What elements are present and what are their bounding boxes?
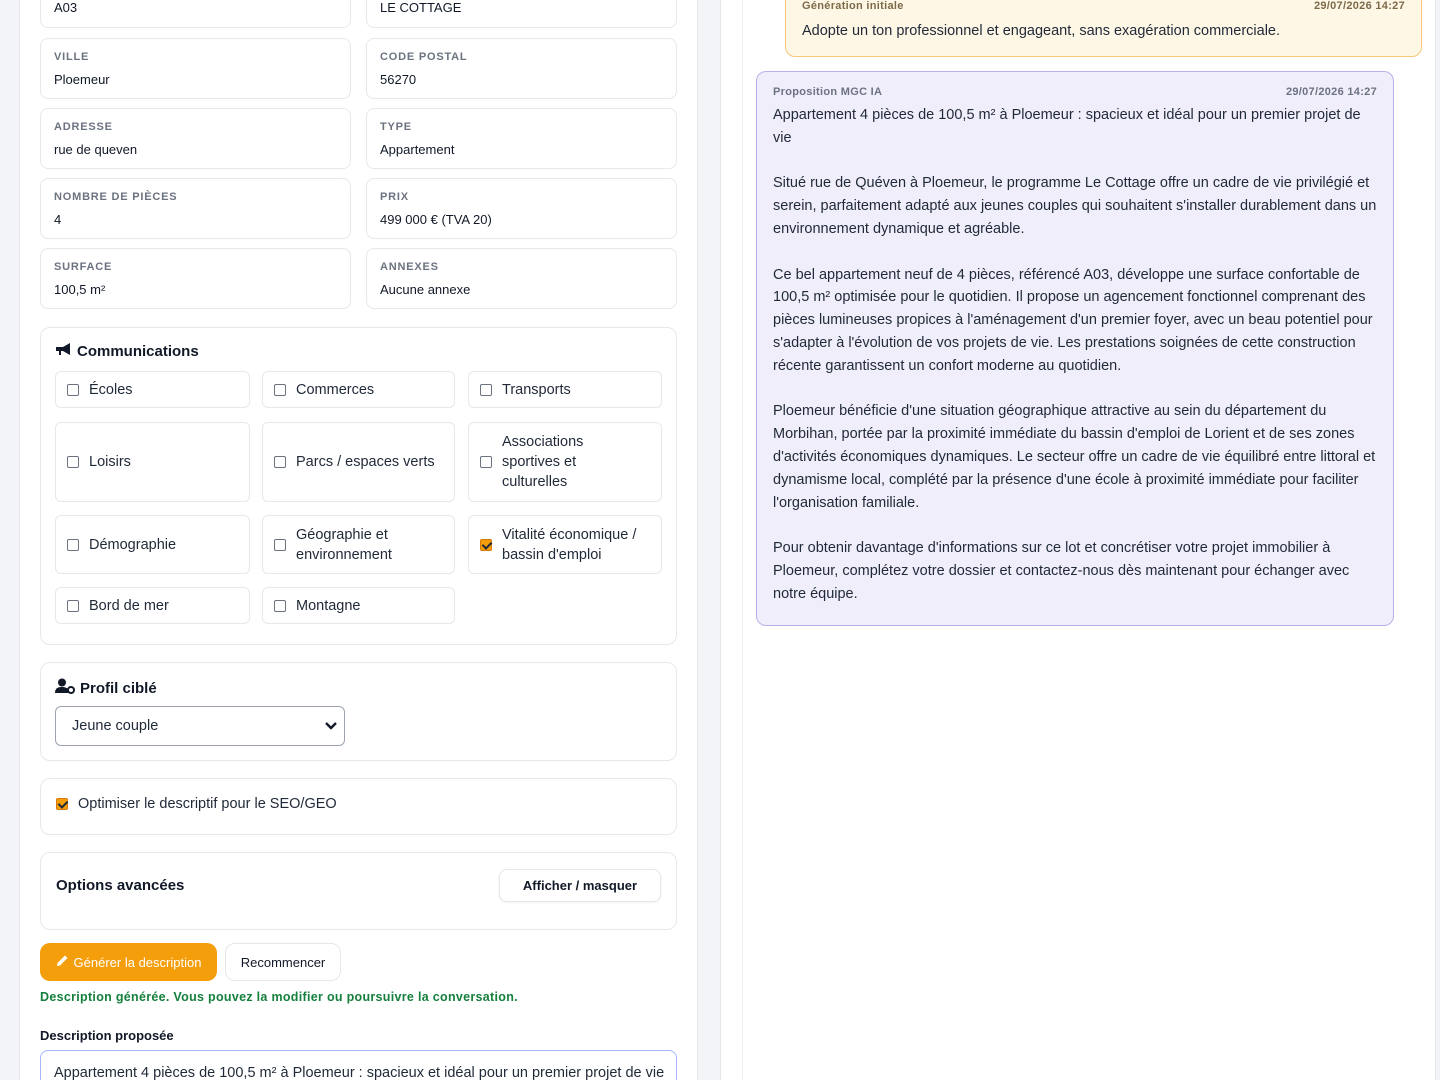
- ia-proposal-header: [773, 86, 1377, 98]
- initial-message-timestamp: 29/07/2026 14:27: [1313, 0, 1405, 12]
- communications-title-text: Communications: [77, 342, 199, 360]
- option-transports-label: Transports: [502, 381, 571, 398]
- option-associations-label: Associations sportives et culturelles: [502, 434, 584, 490]
- panel-divider: [742, 0, 743, 1080]
- annexes-value: Aucune annexe: [380, 282, 471, 297]
- type-label: TYPE: [380, 121, 412, 133]
- ia-proposal-paragraph: Ploemeur bénéficie d'une situation géographique attractive au sein du département du Morbihan, portée par la proximité immédiate du bassin d'emploi de Lorient et de ses zones d'activités économiques dynamiques. Le secteur offre un cadre de vie équilibré entre littoral et dynamisme local, complété par la présence d'une école à proximité immédiate pour faciliter l'organisation familiale.: [773, 403, 1376, 511]
- generate-button[interactable]: [40, 943, 217, 981]
- checkbox-parcs[interactable]: [274, 456, 286, 468]
- option-ecoles[interactable]: [55, 371, 250, 408]
- prix-value: 499 000 € (TVA 20): [380, 212, 492, 227]
- code-postal-field: [366, 38, 677, 99]
- generate-label: Générer la description: [73, 954, 202, 970]
- prix-field: [366, 178, 677, 239]
- ia-proposal-paragraph: Pour obtenir davantage d'informations sur ce lot et concrétiser votre projet immobilier à Ploemeur, complétez votre dossier et contactez-nous dès maintenant pour échanger avec notre équipe.: [773, 540, 1350, 602]
- checkbox-seo[interactable]: [56, 798, 68, 810]
- checkbox-transports[interactable]: [480, 384, 492, 396]
- option-vitalite[interactable]: [468, 515, 662, 574]
- user-gear-icon: [55, 678, 75, 698]
- ia-proposal-paragraph: Ce bel appartement neuf de 4 pièces, référencé A03, développe une surface confortable de 100,5 m² optimisée pour le quotidien. Il propose un agencement fonctionnel comprenant des pièces lumineuses propices à l'aménagement d'un premier foyer, avec un beau potentiel pour s'adapter à l'évolution de vos projets de vie. Les prestations soignées de cette construction récente garantissent un confort moderne au quotidien.: [773, 266, 1373, 374]
- ia-proposal-author: Proposition MGC IA: [773, 86, 883, 98]
- ia-proposal-paragraph: Situé rue de Quéven à Ploemeur, le programme Le Cottage offre un cadre de vie privilégié et serein, parfaitement adapté aux jeunes couples qui souhaitent s'installer durablement dans un environnement dynamique et agréable.: [773, 175, 1377, 237]
- pencil-icon: [56, 954, 69, 970]
- surface-field: [40, 248, 351, 309]
- ville-field: [40, 38, 351, 99]
- checkbox-demographie[interactable]: [67, 539, 79, 551]
- initial-message-bubble: [785, 0, 1422, 57]
- chevron-down-icon: [324, 720, 338, 736]
- annexes-label: ANNEXES: [380, 261, 439, 273]
- option-loisirs[interactable]: [55, 422, 250, 502]
- ia-proposal-bubble: [756, 71, 1394, 626]
- restart-button[interactable]: Recommencer: [225, 943, 341, 981]
- option-parcs-label: Parcs / espaces verts: [296, 454, 435, 470]
- checkbox-montagne[interactable]: [274, 600, 286, 612]
- surface-label: SURFACE: [54, 261, 113, 273]
- type-value: Appartement: [380, 142, 455, 157]
- profil-select-value: Jeune couple: [72, 718, 159, 734]
- checkbox-bord-de-mer[interactable]: [67, 600, 79, 612]
- ia-proposal-paragraph: Appartement 4 pièces de 100,5 m² à Ploemeur : spacieux et idéal pour un premier projet de vie: [773, 107, 1361, 146]
- checkbox-loisirs[interactable]: [67, 456, 79, 468]
- initial-message-text: Adopte un ton professionnel et engageant, sans exagération commerciale.: [802, 23, 1281, 39]
- profil-title-text: Profil ciblé: [80, 679, 157, 697]
- ville-label: VILLE: [54, 51, 90, 63]
- seo-label: Optimiser le descriptif pour le SEO/GEO: [78, 796, 337, 812]
- initial-message-author: Génération initiale: [802, 0, 904, 12]
- code-postal-value: 56270: [380, 72, 417, 87]
- proposed-description-textarea[interactable]: Appartement 4 pièces de 100,5 m² à Ploemeur : spacieux et idéal pour un premier projet de vie: [40, 1050, 677, 1080]
- adresse-label: ADRESSE: [54, 121, 113, 133]
- ia-proposal-timestamp: 29/07/2026 14:27: [1285, 86, 1377, 98]
- option-ecoles-label: Écoles: [89, 381, 133, 398]
- checkbox-associations[interactable]: [480, 456, 492, 468]
- option-demographie[interactable]: [55, 515, 250, 574]
- pieces-value: 4: [54, 212, 62, 227]
- lot-value: A03: [54, 0, 78, 15]
- pieces-label: NOMBRE DE PIÈCES: [54, 191, 178, 203]
- seo-option[interactable]: [56, 796, 337, 812]
- option-associations[interactable]: [468, 422, 662, 502]
- megaphone-icon: [55, 342, 72, 360]
- programme-field: [366, 0, 677, 28]
- option-montagne-label: Montagne: [296, 597, 361, 614]
- ville-value: Ploemeur: [54, 72, 110, 87]
- option-parcs[interactable]: [262, 422, 455, 502]
- initial-message-header: [802, 0, 1405, 12]
- surface-value: 100,5 m²: [54, 282, 106, 297]
- adresse-value: rue de queven: [54, 142, 138, 157]
- communications-title: [55, 342, 199, 360]
- option-vitalite-label: Vitalité économique / bassin d'emploi: [502, 526, 637, 563]
- profil-title: [55, 678, 157, 698]
- option-loisirs-label: Loisirs: [89, 454, 131, 470]
- checkbox-geographie[interactable]: [274, 539, 286, 551]
- option-commerces[interactable]: [262, 371, 455, 408]
- option-montagne[interactable]: [262, 587, 455, 624]
- programme-value: LE COTTAGE: [380, 0, 462, 15]
- option-demographie-label: Démographie: [89, 536, 177, 553]
- adresse-field: [40, 108, 351, 169]
- toggle-advanced-button[interactable]: Afficher / masquer: [499, 869, 661, 902]
- checkbox-vitalite[interactable]: [480, 539, 492, 551]
- proposed-description-label: Description proposée: [40, 1028, 174, 1043]
- status-message: Description générée. Vous pouvez la modifier ou poursuivre la conversation.: [40, 990, 518, 1004]
- lot-field: [40, 0, 351, 28]
- advanced-title: Options avancées: [56, 877, 185, 894]
- type-field: [366, 108, 677, 169]
- checkbox-ecoles[interactable]: [67, 384, 79, 396]
- option-transports[interactable]: [468, 371, 662, 408]
- ia-proposal-body: [773, 104, 1377, 606]
- checkbox-commerces[interactable]: [274, 384, 286, 396]
- annexes-field: [366, 248, 677, 309]
- option-bord-de-mer[interactable]: [55, 587, 250, 624]
- option-geographie[interactable]: [262, 515, 455, 574]
- code-postal-label: CODE POSTAL: [380, 51, 468, 63]
- option-commerces-label: Commerces: [296, 381, 375, 398]
- pieces-field: [40, 178, 351, 239]
- profil-select[interactable]: [55, 706, 345, 746]
- option-geographie-label: Géographie et environnement: [296, 526, 392, 563]
- prix-label: PRIX: [380, 191, 409, 203]
- option-bord-de-mer-label: Bord de mer: [89, 597, 169, 614]
